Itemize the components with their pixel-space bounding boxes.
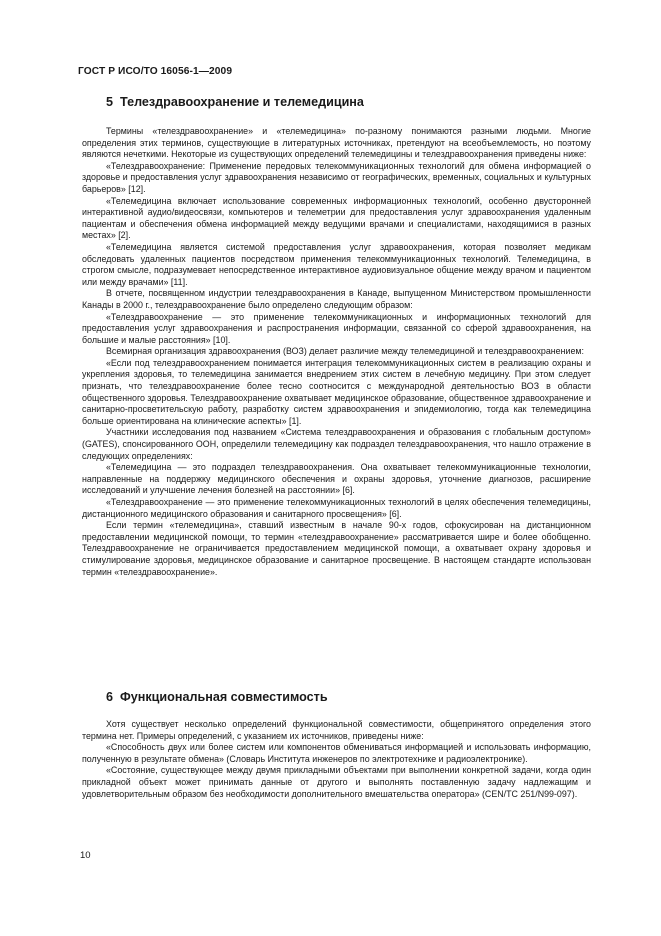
section-5-title: Телездравоохранение и телемедицина [120,95,364,109]
section-5-number: 5 [106,95,114,109]
paragraph: «Телездравоохранение — это применение телекоммуникационных технологий в целях обеспечения телемедицины, дистанционного медицинского образования и санитарного просвещения» [6]. [82,497,591,519]
section-5-body [82,126,591,578]
paragraph: Если термин «телемедицина», ставший известным в начале 90-х годов, сфокусирован на дистанционном предоставлении медицинской помощи, то термин «телездравоохранение» рассматривается шире и более обобщенно. Телездравоохранение не ограничивается предоставлением медицинской помощи, а охватывает охрану здоровья и стимулирование здоровья, медицинское образование и санитарное просвещение. В настоящем стандарте использован термин «телездравоохранение». [82,520,591,577]
paragraph: Всемирная организация здравоохранения (ВОЗ) делает различие между телемедициной и телездравоохранением: [106,346,584,357]
paragraph: «Телемедицина включает использование современных информационных технологий, особенно двусторонней интерактивной аудио/видеосвязи, компьютеров и телеметрии для предоставления услуг здравоохранения удаленным пациентам и обеспечения обмена информацией между ведущими врачами и специалистами, находящимися в разных местах» [2]. [82,195,591,241]
paragraph: «Если под телездравоохранением понимается интеграция телекоммуникационных систем в реализацию охраны и укрепления здоровья, то телемедицина занимается внедрением этих систем в лечебную медицину. При этом следует признать, что телездравоохранение более тесно соотносится с международной деятельностью ВОЗ в области общественного здоровья. Телездравоохранение охватывает медицинское образование, общественное здравоохранение и санитарно-просветительскую работу, разработку систем здравоохранения и эпидемиологию, тогда как телемедицина больше ориентирована на клинические аспекты» [1]. [82,357,591,426]
paragraph: «Состояние, существующее между двумя прикладными объектами при выполнении конкретной задачи, когда один прикладной объект может принимать данные от другого и выполнять поставленную задачу надлежащим и удовлетворительным образом без необходимости дополнительного вмешательства оператора» (CEN/TC 251/N99-097). [82,765,591,799]
paragraph: «Телездравоохранение — это применение телекоммуникационных и информационных технологий для предоставления услуг здравоохранения и распространения информации, связанной со сферой здравоохранения, на большие и малые расстояния» [10]. [82,311,591,345]
section-6-title: Функциональная совместимость [120,690,328,704]
section-6-body [82,719,591,800]
paragraph: Хотя существует несколько определений функциональной совместимости, общепринятого определения этого термина нет. Примеры определений, с указанием их источников, приведены ниже: [82,719,591,741]
paragraph: Участники исследования под названием «Система телездравоохранения и образования с глобальным доступом» (GATES), спонсированного ООН, определили телемедицину как подраздел телездравоохранения, что нашло отражение в следующих определениях: [82,427,591,461]
paragraph: «Телемедицина — это подраздел телездравоохранения. Она охватывает телекоммуникационные технологии, направленные на поддержку медицинского обеспечения и охраны здоровья, уточнение диагнозов, расширение исследований и улучшение лечения болезней на расстоянии» [6]. [82,462,591,496]
paragraph: «Телемедицина является системой предоставления услуг здравоохранения, которая позволяет медикам обследовать удаленных пациентов посредством применения телекоммуникационных технологий. Телемедицина, в строгом смысле, подразумевает непосредственное интерактивное аудиовизуальное общение между врачом и пациентом или между врачами» [11]. [82,241,591,287]
paragraph: «Телездравоохранение: Применение передовых телекоммуникационных технологий для обмена информацией о здоровье и предоставления услуг здравоохранения независимо от географических, временных, социальных и культурных барьеров» [12]. [82,160,591,194]
section-5-heading [106,95,364,109]
paragraph: Термины «телездравоохранение» и «телемедицина» по-разному понимаются разными людьми. Многие определения этих терминов, существующие в литературных источниках, претендуют на всеобъемлемость, но поэтому являются нечеткими. Некоторые из существующих определений телемедицины и телездравоохранения приведены ниже: [82,126,591,160]
section-6-number: 6 [106,690,114,704]
paragraph: «Способность двух или более систем или компонентов обмениваться информацией и использовать информацию, полученную в результате обмена» (Словарь Института инженеров по электротехнике и радиоэлектронике). [82,742,591,764]
section-6-heading [106,690,328,704]
page-number: 10 [80,850,91,861]
paragraph: В отчете, посвященном индустрии телездравоохранения в Канаде, выпущенном Министерством промышленности Канады в 2000 г., телездравоохранение было определено следующим образом: [82,288,591,310]
document-code-header: ГОСТ Р ИСО/ТО 16056-1—2009 [78,66,233,77]
